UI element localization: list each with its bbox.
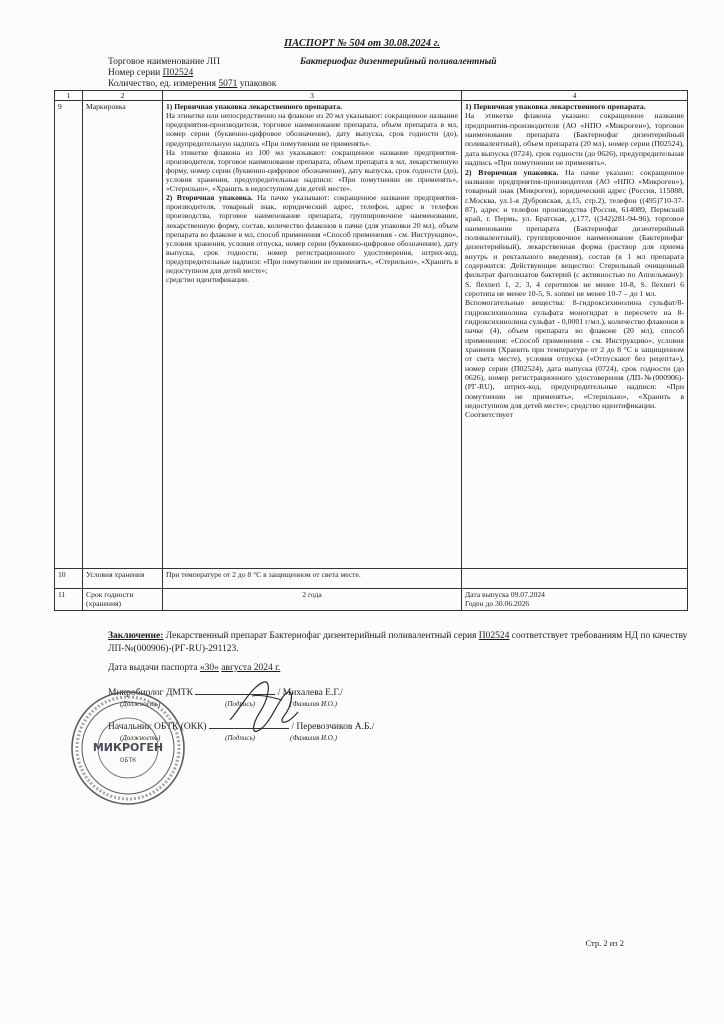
res-secondary-text: На пачке указано: сокращенное название предприятия-производителя (АО «НПО «Микроген»), товарный знак (Микроген), юридический адрес (Россия, 115088, г.Москва, ул.1-я Дубровская, д.15, стр.2), телефон ((495)710-37-87), адрес и телефон производства (Россия, 614089, Пермский край, г. Пермь, ул. Братская, д.177, ((342)281-94-96), торговое наименование препарата (Бактериофаг дизентерийный поливалентный), группировочное наименование (Бактериофаг дизентерийный), лекарственная форма (раствор для приема внутрь и ректального введения), состав (в 1 мл препарата содержится: Действующее вещество: Стерильный очищенный фильтрат фаголизатов бактерий (с активностью по Аппельману): S. flexneri 1, 2, 3, 4 серотипов не менее 10-8, S. flexneri 6 серотипа не менее 10-5, S. sonnei не менее 10-7 – до 1 мл. — [465, 167, 685, 298]
caption-name: (Фамилия И.О.) — [290, 700, 337, 708]
colnum-1: 1 — [55, 91, 83, 101]
signer-role: Начальник ОБТК (ОКК) — [108, 722, 207, 732]
req-secondary-text: На пачке указывают: сокращенное название предприятия-производителя, товарный знак, юридический адрес, телефон, адрес и телефон производства, торговое наименование препарата, группировочное наименование, лекарственную форму, состав, количество флаконов в пачке (для упаковки 20 мл), объем препарата во флаконе в мл, способ применения «Способ применения - см. Инструкцию», условия хранения, условия отпуска, номер серии (буквенно-цифровое обозначение), дату выпуска, срок годности, номер регистрационного удостоверения, штрих-код, предупредительные надписи: «При помутнении не применять», «Стерильно», «Хранить в недоступном для детей месте»; — [166, 193, 458, 276]
expiry-date: Годен до 30.06.2026 — [465, 599, 530, 609]
row-title: Срок годности (хранения) — [83, 589, 163, 611]
shelf-life-requirement: 2 года — [163, 589, 462, 611]
res-primary-title: 1) Первичная упаковка лекарственного препарата. — [465, 102, 646, 112]
res-secondary-title: 2) Вторичная упаковка. — [465, 167, 559, 177]
caption-signature: (Подпись) — [225, 734, 255, 742]
result-cell — [462, 101, 688, 569]
requirement-cell — [163, 101, 462, 569]
row-title: Условия хранения — [83, 569, 163, 589]
issue-date-day: «30» — [199, 663, 219, 673]
signer-name: / Михалева Е.Г./ — [277, 688, 343, 698]
issue-date — [108, 663, 280, 673]
quantity-line — [108, 79, 276, 89]
colnum-4: 4 — [462, 91, 688, 101]
series-line — [108, 68, 193, 78]
res-excipients: Вспомогательные вещества: 8-гидроксихинолина сульфат/8-гидроксихинолина сульфата моногидрат в пересчете на 8-гидроксихинолина сульфат - 0,0001 г/мл.), количество флаконов в пачке (4), объем препарата во флаконе (20 мл), способ применения: «Способ применения - см. Инструкцию», условия хранения (Хранить при температуре от 2 до 8 °С в защищенном от света месте), условия отпуска («Отпускают без рецепта»), номер серии (П02524), дата выпуска (0724), срок годности (до 0626), номер регистрационного удостоверения (ЛП-№(000906)-(РГ-RU), штрих-код, предупредительные надписи: «При помутнении не применять», «Стерильно», «Хранить в недоступном для детей месте»; средство идентификации. — [465, 298, 684, 411]
trade-name-label: Торговое наименование ЛП — [108, 57, 220, 67]
release-date: Дата выпуска 09.07.2024 — [465, 590, 545, 600]
req-primary-100ml: На этикетке флакона из 100 мл указывают: сокращенное название предприятия-производителя, торговое наименование препарата, объем препарата в мл, лекарственную форму, номер серии (буквенно-цифровое обозначение), дату выпуска, срок годности (до), условия хранения, предупредительные надписи: «При помутнении не применять», «Стерильно», «Хранить в недоступном для детей месте». — [166, 147, 458, 194]
req-primary-title: 1) Первичная упаковка лекарственного препарата. — [166, 102, 343, 112]
page-number: Стр. 2 из 2 — [585, 938, 624, 948]
caption-role: (Должность) — [120, 734, 161, 742]
colnum-2: 2 — [83, 91, 163, 101]
signer-name: / Перевозчиков А.Б./ — [291, 722, 375, 732]
table-row-marking — [55, 101, 688, 569]
issue-date-month-year: августа 2024 г. — [221, 663, 281, 673]
document-title — [0, 38, 724, 49]
row-number: 9 — [55, 101, 83, 569]
conclusion-label: Заключение: — [108, 631, 164, 641]
column-number-row — [55, 91, 688, 101]
row-title: Маркировка — [83, 101, 163, 569]
req-secondary-title: 2) Вторичная упаковка. — [166, 193, 253, 203]
req-primary-20ml: На этикетке или непосредственно на флаконе из 20 мл указывают: сокращенное название предприятия-производителя, торговое наименование препарата, объем препарата в мл, номер серии (буквенно-цифровое обозначение), дату выпуска, срок годности (до), предупредительную надпись «При помутнении не применять». — [166, 111, 458, 148]
row-number: 10 — [55, 569, 83, 589]
table-row-shelf-life — [55, 589, 688, 611]
issue-date-label: Дата выдачи паспорта — [108, 663, 198, 673]
passport-number: ПАСПОРТ № 504 от 30.08.2024 г. — [283, 38, 440, 49]
req-identification: средство идентификации. — [166, 275, 249, 285]
colnum-3: 3 — [163, 91, 462, 101]
shelf-life-result — [462, 589, 688, 611]
company-stamp — [68, 688, 188, 808]
caption-role: (Должность) — [120, 700, 161, 708]
conclusion-text-a: Лекарственный препарат Бактериофаг дизентерийный поливалентный серия — [165, 631, 477, 641]
stamp-subtext: ОБТК — [119, 757, 137, 764]
caption-signature: (Подпись) — [225, 700, 255, 708]
handwritten-signature — [222, 676, 302, 746]
caption-name: (Фамилия И.О.) — [290, 734, 337, 742]
conclusion-text-b: соответствует требованиям НД по качеству ЛП-№(000906)-(РГ-RU)-291123. — [108, 631, 688, 655]
passport-table — [54, 90, 688, 611]
quantity-value: 5071 — [218, 79, 238, 89]
conclusion-series: П02524 — [478, 631, 510, 641]
quantity-label: Количество, ед. измерения — [108, 79, 216, 89]
conclusion — [108, 630, 688, 657]
res-primary-text: На этикетке флакона указано: сокращенное название предприятия-производителя (АО «НПО «Микроген»), торговое наименование препарата (Бактериофаг дизентерийный поливалентный), объем препарата (20 мл), номер серии (П02524), дата выпуска (0724), срок годности (до 0626), предупредительная надпись «При помутнении не применять». — [465, 111, 684, 168]
res-verdict: Соответствует — [465, 410, 513, 420]
signer-role: Микробиолог ДМТК — [108, 688, 194, 698]
stamp-text: МИКРОГЕН — [92, 741, 164, 754]
storage-result — [462, 569, 688, 589]
product-name: Бактериофаг дизентерийный поливалентный — [300, 57, 497, 67]
series-value: П02524 — [162, 68, 194, 78]
row-number: 11 — [55, 589, 83, 611]
quantity-unit: упаковок — [239, 79, 277, 89]
series-label: Номер серии — [108, 68, 161, 78]
storage-requirement: При температуре от 2 до 8 °С в защищенном от света месте. — [163, 569, 462, 589]
table-row-storage — [55, 569, 688, 589]
